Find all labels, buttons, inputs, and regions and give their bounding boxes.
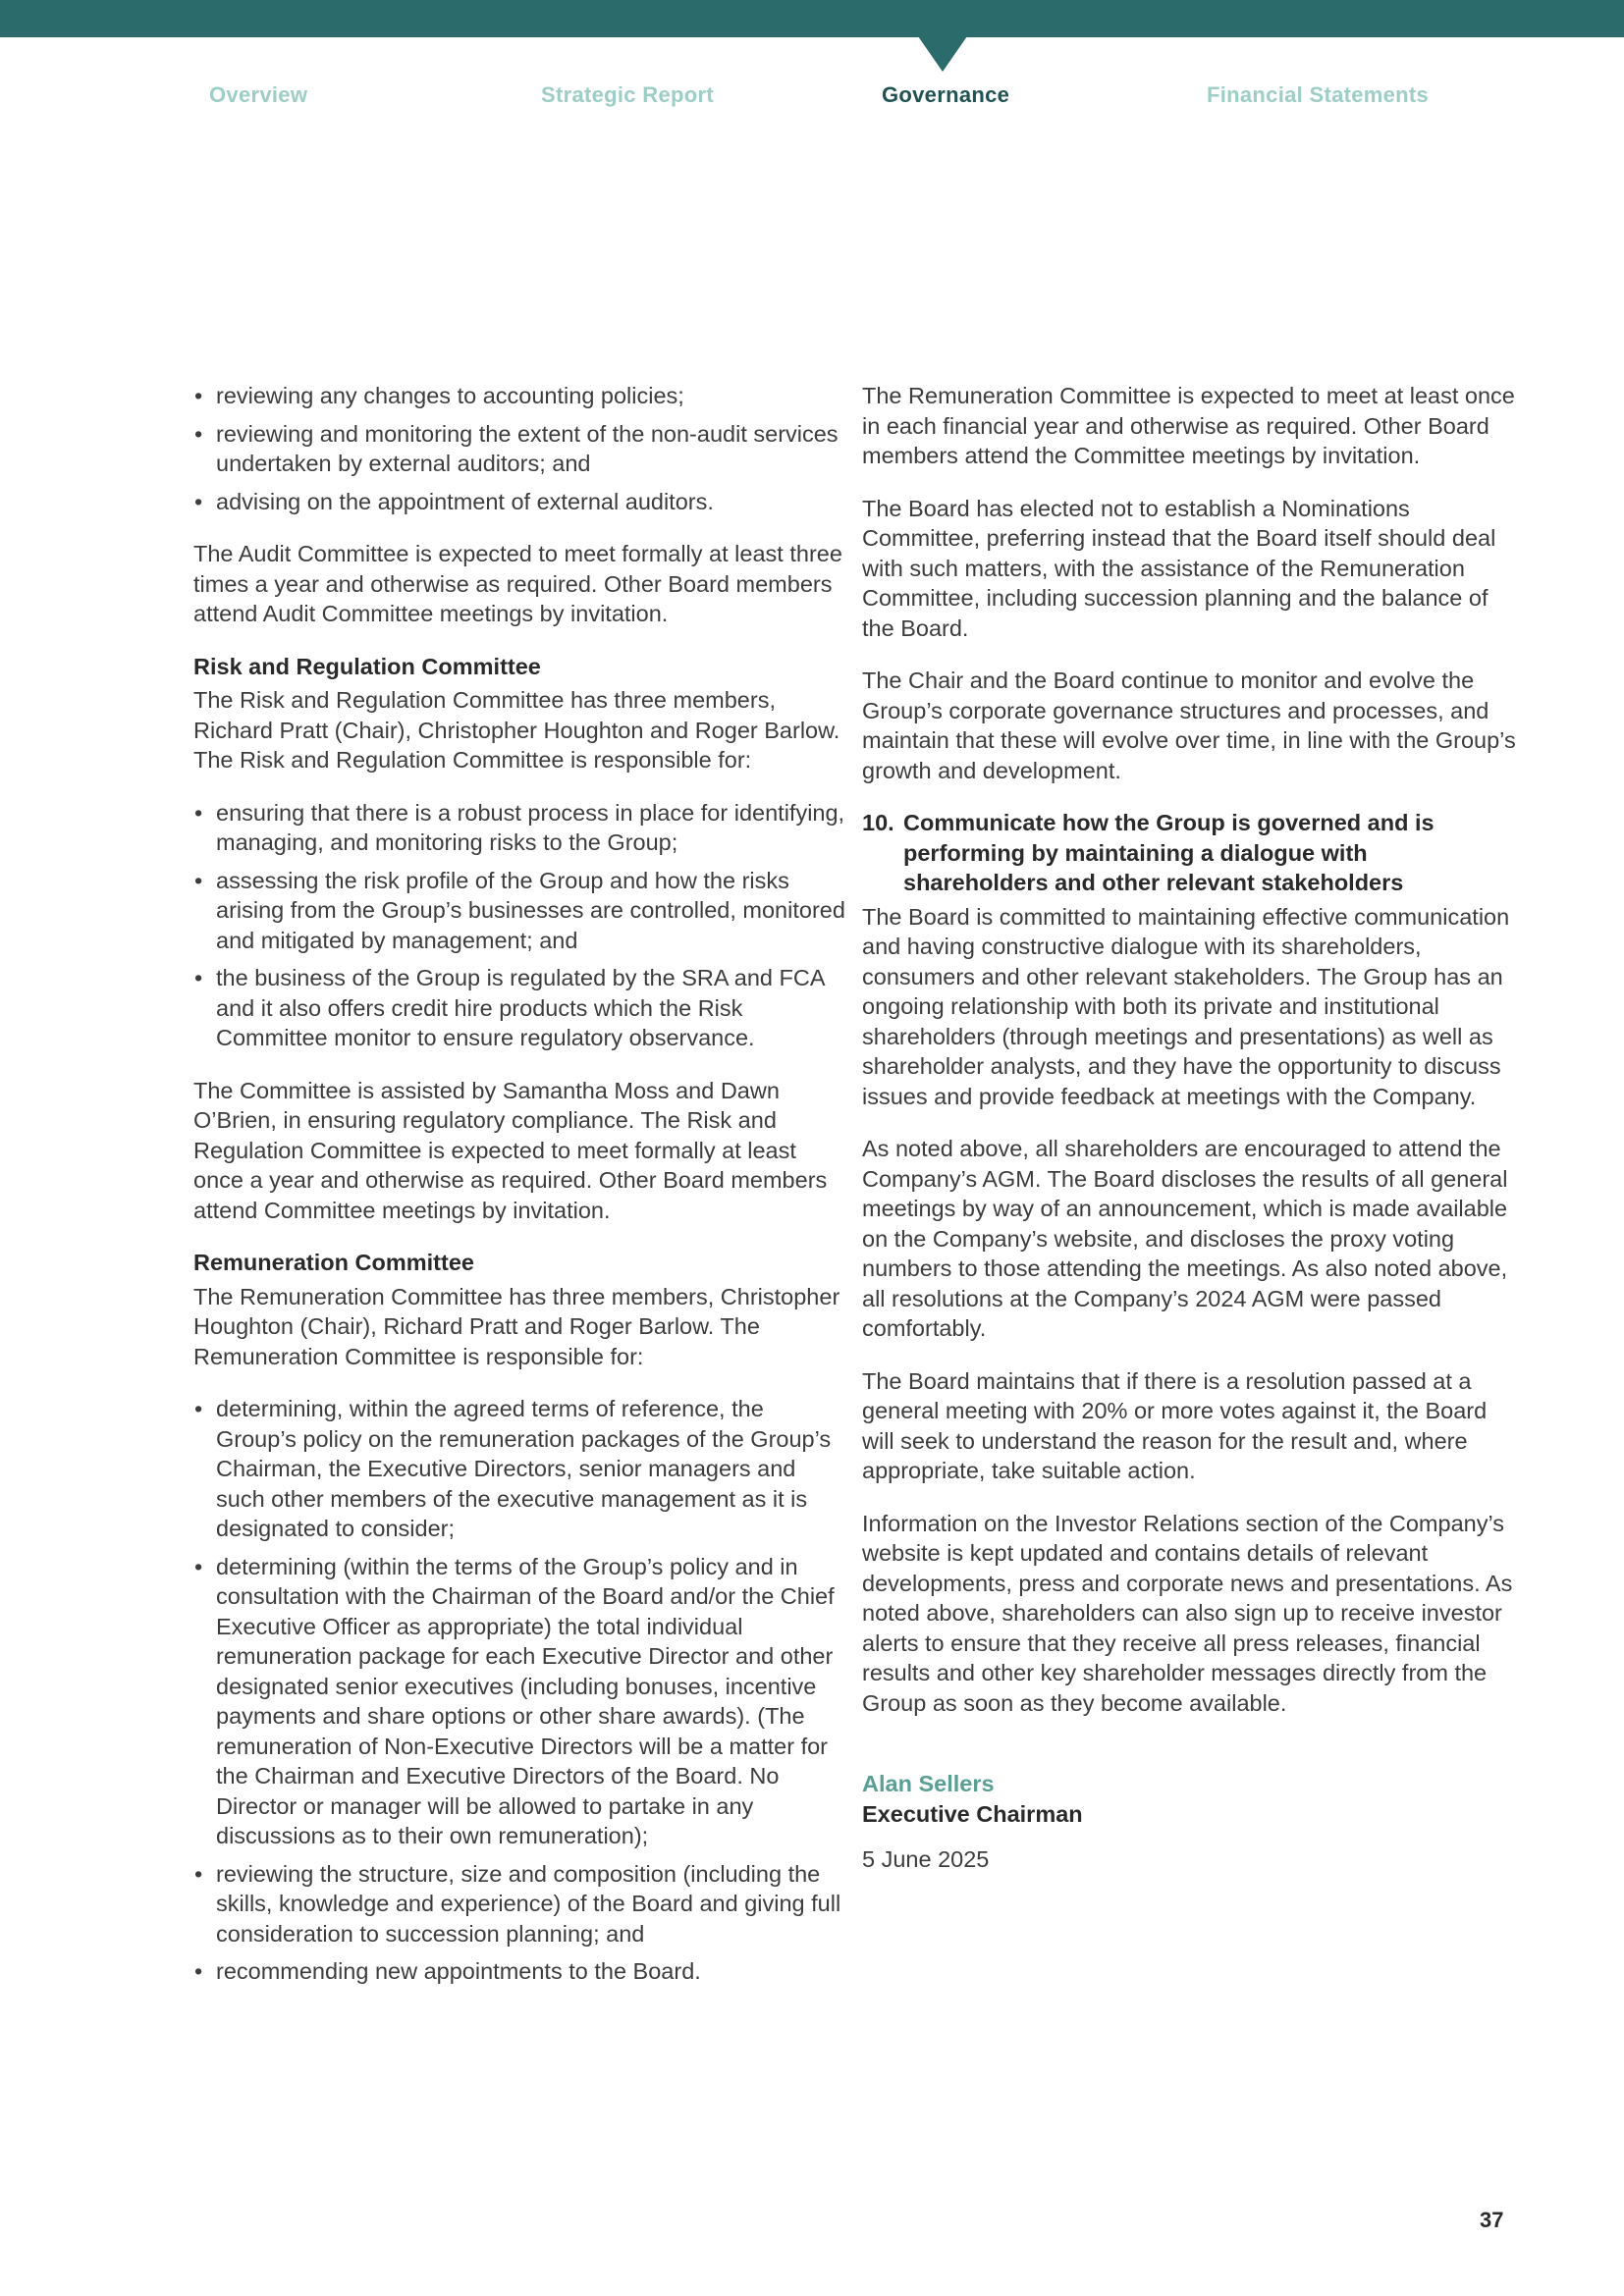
section-number: 10. <box>862 810 894 835</box>
list-item: • the business of the Group is regulated by the SRA and FCA and it also offers credit hire products which the Risk Committee monitor to ensure regulatory observance. <box>193 963 846 1053</box>
risk-committee-intro: The Risk and Regulation Committee has three members, Richard Pratt (Chair), Christopher Houghton and Roger Barlow. The Risk and Regulation Committee is responsible for: <box>193 687 840 773</box>
header-bar <box>0 0 1624 37</box>
page-number: 37 <box>1480 2208 1504 2232</box>
audit-meeting-paragraph: The Audit Committee is expected to meet formally at least three times a year and otherwise as required. Other Board members attend Audit Committee meetings by invitation. <box>193 541 842 626</box>
list-item: • ensuring that there is a robust process in place for identifying, managing, and monitoring risks to the Group; <box>193 798 846 858</box>
remuneration-committee-intro: The Remuneration Committee has three members, Christopher Houghton (Chair), Richard Pratt and Roger Barlow. The Remuneration Committee is responsible for: <box>193 1283 840 1369</box>
paragraph: Information on the Investor Relations section of the Company’s website is kept updated and contains details of relevant developments, press and corporate news and presentations. As noted above, shareholders can also sign up to receive investor alerts to ensure that they receive all press releases, financial results and other key shareholder messages directly from the Group as soon as they become available. <box>862 1510 1513 1716</box>
list-item: • recommending new appointments to the Board. <box>193 1956 846 1987</box>
list-item: • advising on the appointment of external auditors. <box>193 487 846 517</box>
section-nav <box>0 82 1624 112</box>
risk-assistance-paragraph: The Committee is assisted by Samantha Moss and Dawn O’Brien, in ensuring regulatory compliance. The Risk and Regulation Committee is expected to meet formally at least once a year and otherwise as required. Other Board members attend Committee meetings by invitation. <box>193 1077 828 1223</box>
list-item: • assessing the risk profile of the Group and how the risks arising from the Group’s businesses are controlled, monitored and mitigated by management; and <box>193 866 846 956</box>
paragraph: The Board has elected not to establish a Nominations Committee, preferring instead that the Board itself should deal with such matters, with the assistance of the Remuneration Committee, including succession planning and the balance of the Board. <box>862 495 1496 641</box>
list-item: • reviewing the structure, size and composition (including the skills, knowledge and experience) of the Board and giving full consideration to succession planning; and <box>193 1859 846 1949</box>
paragraph: As noted above, all shareholders are encouraged to attend the Company’s AGM. The Board discloses the results of all general meetings by way of an announcement, which is made available on the Company’s website, and discloses the proxy voting numbers to those attending the meetings. As also noted above, all resolutions at the Company’s 2024 AGM were passed comfortably. <box>862 1136 1508 1341</box>
tab-financial-statements[interactable]: Financial Statements <box>1207 82 1430 107</box>
remuneration-committee-heading: Remuneration Committee <box>193 1250 474 1275</box>
risk-duties-list <box>193 798 846 1053</box>
signatory-name: Alan Sellers <box>862 1771 995 1796</box>
list-item: • determining (within the terms of the Group’s policy and in consultation with the Chairman of the Board and/or the Chief Executive Officer as appropriate) the total individual remuneration package for each Executive Director and other designated senior executives (including bonuses, incentive payments and share options or other share awards). (The remuneration of Non-Executive Directors will be a matter for the Chairman and Executive Directors of the Board. No Director or manager will be allowed to partake in any discussions as to their own remuneration); <box>193 1552 846 1851</box>
right-column <box>862 381 1516 1875</box>
signatory-title: Executive Chairman <box>862 1800 1083 1827</box>
risk-committee-heading: Risk and Regulation Committee <box>193 653 541 679</box>
active-section-marker <box>918 36 967 72</box>
principle-10-heading <box>862 808 1516 898</box>
list-item: • reviewing any changes to accounting policies; <box>193 381 846 411</box>
signoff-date: 5 June 2025 <box>862 1846 990 1872</box>
list-item: • determining, within the agreed terms of reference, the Group’s policy on the remuneration packages of the Group’s Chairman, the Executive Directors, senior managers and such other members of the executive management as it is designated to consider; <box>193 1394 846 1544</box>
paragraph: The Board maintains that if there is a resolution passed at a general meeting with 20% or more votes against it, the Board will seek to understand the reason for the result and, where appropriate, take suitable action. <box>862 1367 1488 1483</box>
paragraph: The Remuneration Committee is expected to meet at least once in each financial year and otherwise as required. Other Board members attend the Committee meetings by invitation. <box>862 383 1515 468</box>
paragraph: The Board is committed to maintaining effective communication and having constructive dialogue with its shareholders, consumers and other relevant stakeholders. The Group has an ongoing relationship with both its private and institutional shareholders (through meetings and presentations) as well as shareholder analysts, and they have the opportunity to discuss issues and provide feedback at meetings with the Company. <box>862 903 1510 1109</box>
signoff-block <box>862 1769 1516 1875</box>
tab-overview[interactable]: Overview <box>209 82 308 107</box>
section-heading-text: Communicate how the Group is governed and is performing by maintaining a dialogue with shareholders and other relevant stakeholders <box>903 810 1435 895</box>
left-column <box>193 381 846 2009</box>
paragraph: The Chair and the Board continue to monitor and evolve the Group’s corporate governance structures and processes, and maintain that these will evolve over time, in line with the Group’s growth and development. <box>862 667 1516 783</box>
list-item: • reviewing and monitoring the extent of the non-audit services undertaken by external auditors; and <box>193 419 846 479</box>
audit-duties-list <box>193 381 846 516</box>
tab-strategic-report[interactable]: Strategic Report <box>541 82 714 107</box>
remuneration-duties-list <box>193 1394 846 1987</box>
tab-governance[interactable]: Governance <box>882 82 1010 107</box>
